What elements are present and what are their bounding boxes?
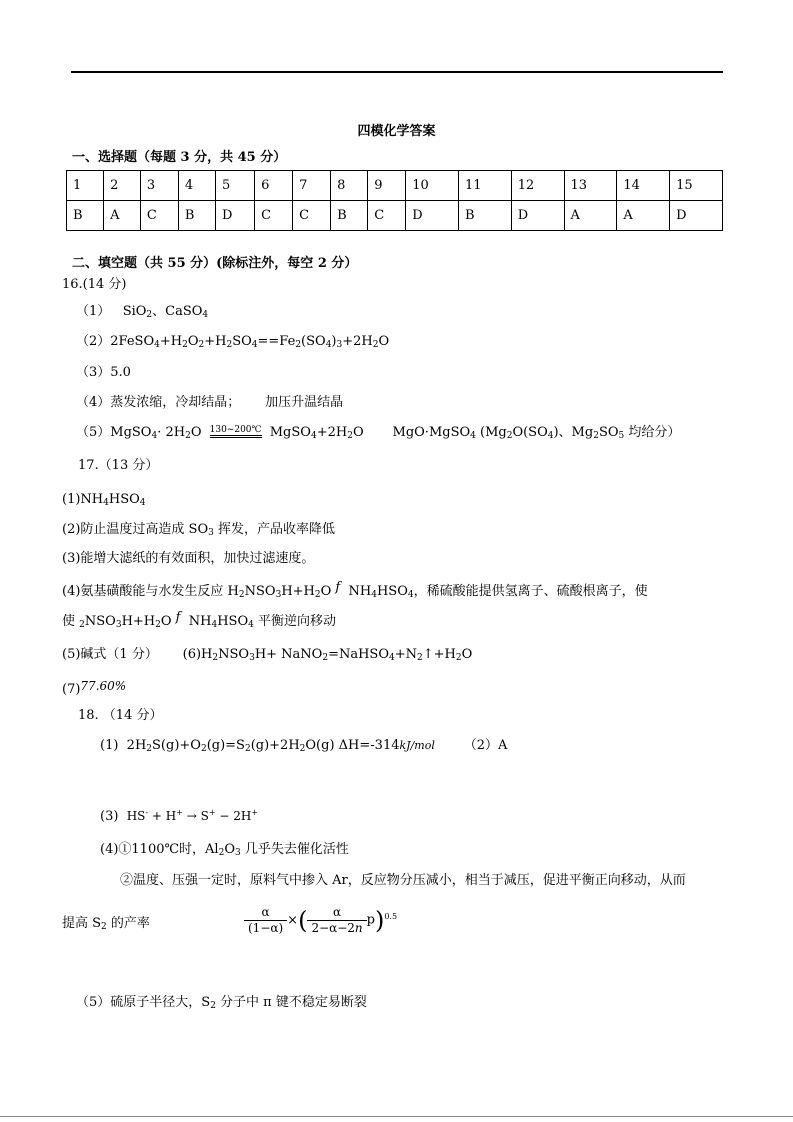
text: 几乎失去催化活性	[240, 842, 349, 857]
table-cell: D	[670, 201, 723, 231]
part-label: （1）	[76, 304, 111, 319]
table-cell: 10	[406, 171, 459, 201]
table-row-numbers	[67, 171, 723, 201]
text: (5)碱式（1 分）	[62, 647, 158, 662]
q16-part2: $(2)2FeSO_4+H_2O_2+H_2SO_4==Fe_2(SO_4)_3+2H_2O$	[76, 334, 390, 350]
q18-part1: (1) $2H_2S(g)+O_2(g)=S_2(g)+2H_2O(g)$ ΔH=-314kJ/mol （2）A	[100, 738, 508, 754]
table-cell: D	[511, 201, 564, 231]
q17-part2: (2)防止温度过高造成 $SO_3$ 挥发，产品收率降低	[62, 522, 335, 538]
table-cell: B	[458, 201, 511, 231]
q18-part4a: (4)①1100℃时，$Al_2O_3$ 几乎失去催化活性	[100, 842, 349, 858]
table-cell: B	[331, 201, 368, 231]
q18-part3: (3) HS- + H+ → S+ − 2H+	[100, 808, 259, 824]
q16-part1: （1） SiO$_2$、CaSO$_4$	[76, 304, 209, 320]
text: 分子中 π 键不稳定易断裂	[215, 995, 367, 1010]
q17-part4-cont: 使 $_2NSO_3H+H_2O$ f $NH_4HSO_4$ 平衡逆向移动	[62, 610, 336, 630]
unit: kJ/mol	[399, 739, 435, 752]
table-cell: 11	[458, 171, 511, 201]
text: (4)氨基磺酸能与水发生反应 H	[62, 584, 239, 599]
table-cell: B	[67, 201, 104, 231]
part-label: (3)	[100, 809, 119, 824]
text: 提高 S	[62, 916, 102, 931]
q17-part4: (4)氨基磺酸能与水发生反应 $H_2NSO_3H+H_2O$ f $NH_4HSO_4$，稀硫酸能提供氢离子、硫酸根离子，使	[62, 580, 648, 600]
table-cell: 13	[564, 171, 617, 201]
table-cell: C	[255, 201, 293, 231]
table-cell: 14	[617, 171, 670, 201]
table-cell: 6	[255, 171, 293, 201]
q17-header: 17.（13 分）	[78, 458, 159, 473]
enthalpy: ΔH=-314	[338, 738, 400, 753]
q18-part4c: 提高 $S_2$ 的产率	[62, 916, 150, 932]
q16-header: 16.(14 分)	[62, 277, 127, 292]
table-cell: A	[564, 201, 617, 231]
table-cell: A	[617, 201, 670, 231]
table-cell: 7	[293, 171, 331, 201]
table-cell: B	[178, 201, 215, 231]
text: 使	[62, 614, 80, 629]
formula: SiO	[122, 304, 147, 319]
q17-part3: (3)能增大滤纸的有效面积，加快过滤速度。	[62, 551, 315, 566]
table-cell: C	[368, 201, 406, 231]
table-row-answers	[67, 201, 723, 231]
footer-rule	[0, 1116, 793, 1117]
section1-heading: 一、选择题（每题 3 分，共 45 分）	[72, 150, 287, 165]
text: (6)H	[182, 647, 213, 662]
table-cell: 2	[104, 171, 141, 201]
table-cell: D	[215, 201, 254, 231]
table-cell: 4	[178, 171, 215, 201]
q18-part4b: ②温度、压强一定时，原料气中掺入 Ar，反应物分压减小，相当于减压，促进平衡正向移动，从而	[120, 873, 686, 888]
kp-expression: $\frac{\alpha}{(1-\alpha)}$ ×( $\frac{\alpha}{2-\alpha-2n}$ p)$^{0.5}$	[244, 905, 397, 936]
q16-part4: （4）蒸发浓缩，冷却结晶； 加压升温结晶	[76, 395, 344, 410]
fraction: $\frac{\alpha}{(1-\alpha)}$	[244, 905, 287, 936]
table-cell: C	[293, 201, 331, 231]
answer-value: 77.60%	[80, 679, 127, 693]
table-cell: D	[406, 201, 459, 231]
q17-part7	[62, 678, 126, 698]
q17-part5-6: (5)碱式（1 分） $(6)H_2NSO_3H+$ $NaNO_2=NaHSO_4+N_2↑+H_2O$	[62, 647, 473, 663]
table-cell: 1	[67, 171, 104, 201]
section2-heading: 二、填空题（共 55 分）(除标注外，每空 2 分）	[72, 256, 358, 271]
page-title: 四模化学答案	[357, 124, 436, 139]
table-cell: 3	[140, 171, 178, 201]
q18-part5: （5）硫原子半径大，$S_2$ 分子中 π 键不稳定易断裂	[76, 995, 367, 1011]
reaction-condition: 130~200℃	[210, 425, 262, 438]
part-label: （2）	[76, 334, 111, 349]
text: (4)①1100℃时，Al	[100, 842, 219, 857]
formula: (1)NH	[62, 492, 104, 507]
part-label: (1)	[100, 738, 119, 753]
q17-part1: $(1)NH_4HSO_4$	[62, 492, 146, 508]
formula: 、CaSO	[152, 304, 203, 319]
table-cell: 9	[368, 171, 406, 201]
q16-part3: （3）5.0	[76, 365, 131, 380]
text: (2)防止温度过高造成 SO	[62, 522, 209, 537]
text: 的产率	[106, 916, 150, 931]
q16-part5: （5）MgSO$_4$· $2H_2O$ 130~200℃ $MgSO_4+2H_2O$ MgO·MgSO$_4$ ($Mg_2O(SO_4)$、$Mg_2SO_5$ 均给分）	[76, 425, 681, 441]
text: （5）硫原子半径大，S	[76, 995, 211, 1010]
table-cell: 8	[331, 171, 368, 201]
table-cell: 5	[215, 171, 254, 201]
part-label: (7)	[62, 682, 81, 697]
answer-table	[66, 170, 723, 231]
q18-header: 18. （14 分）	[78, 708, 163, 723]
part-label: （5）MgSO	[76, 425, 152, 440]
part2-answer: （2）A	[463, 738, 508, 753]
fraction: $\frac{\alpha}{2-\alpha-2n}$	[307, 905, 366, 936]
text: 平衡逆向移动	[253, 614, 336, 629]
table-cell: A	[104, 201, 141, 231]
table-cell: 15	[670, 171, 723, 201]
table-cell: 12	[511, 171, 564, 201]
text: 挥发，产品收率降低	[213, 522, 335, 537]
table-cell: C	[140, 201, 178, 231]
text: ，稀硫酸能提供氢离子、硫酸根离子，使	[413, 584, 648, 599]
note: 均给分）	[628, 425, 681, 440]
header-rule	[71, 71, 723, 73]
